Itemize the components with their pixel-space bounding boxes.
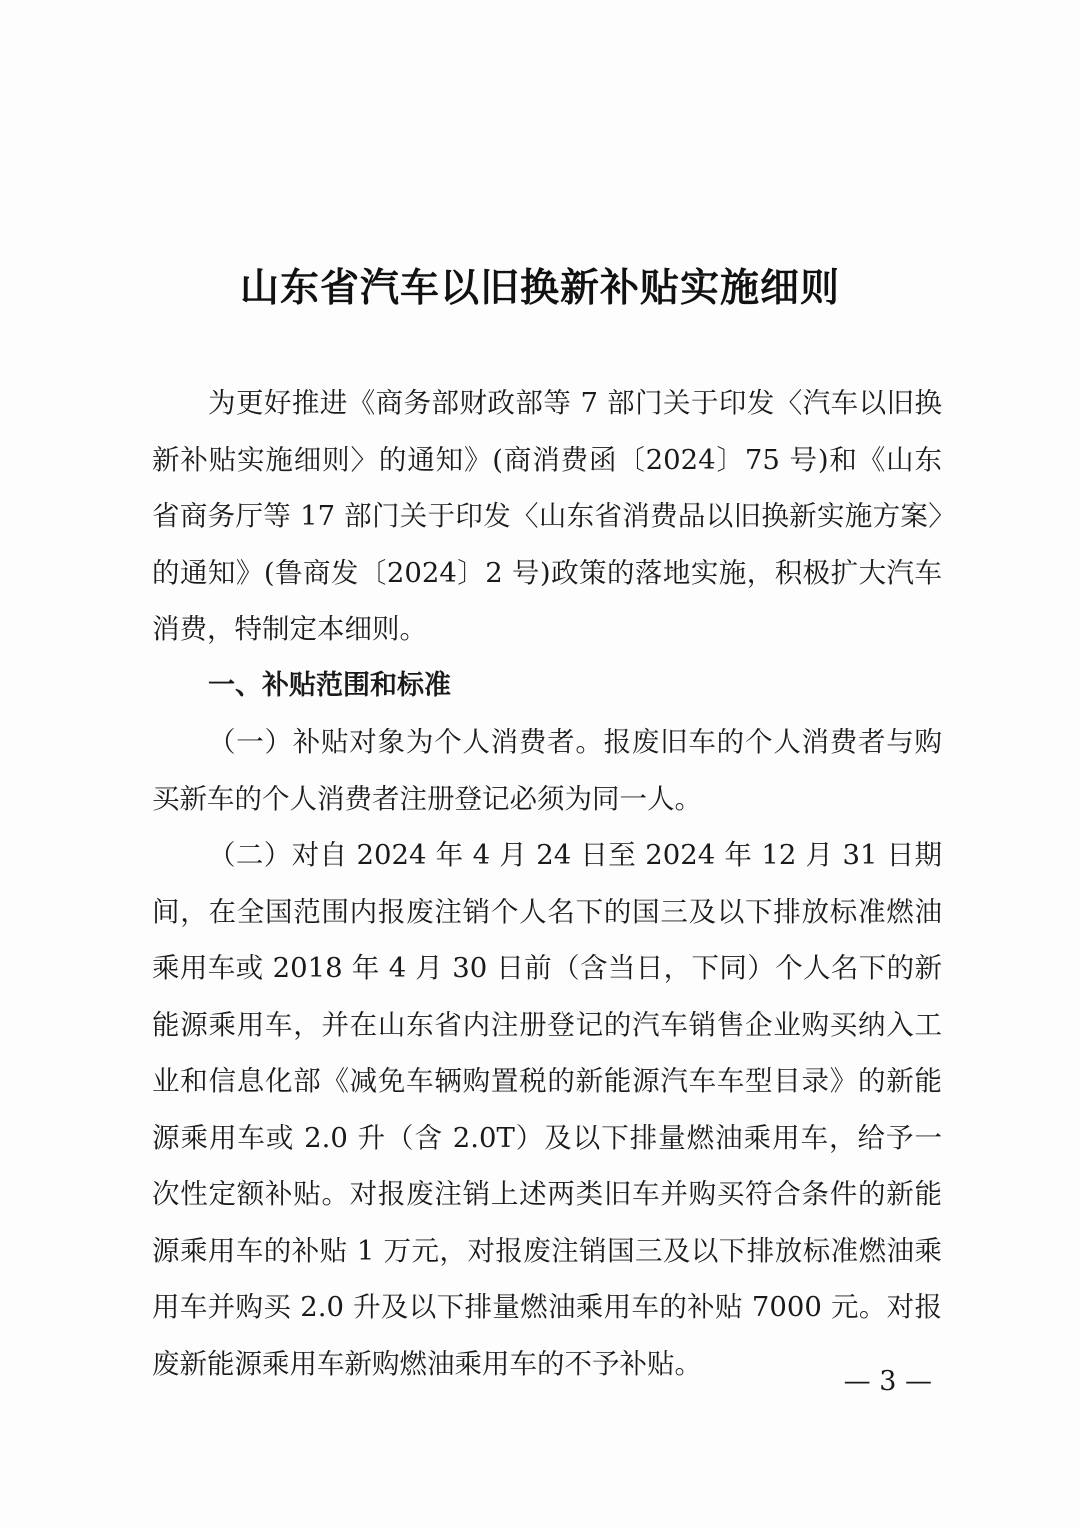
document-body bbox=[152, 375, 942, 1392]
section-heading: 一、补贴范围和标准 bbox=[208, 669, 451, 701]
item-one-paragraph: （一）补贴对象为个人消费者。报废旧车的个人消费者与购买新车的个人消费者注册登记必须为同一人。 bbox=[152, 726, 942, 815]
page-number: — 3 — bbox=[843, 1366, 932, 1397]
intro-paragraph: 为更好推进《商务部财政部等 7 部门关于印发〈汽车以旧换新补贴实施细则〉的通知》(商消费函〔2024〕75 号)和《山东省商务厅等 17 部门关于印发〈山东省消费品以旧换新实施方案〉的通知》(鲁商发〔2024〕2 号)政策的落地实施，积极扩大汽车消费，特制定本细则。 bbox=[152, 387, 942, 645]
document-title: 山东省汽车以旧换新补贴实施细则 bbox=[239, 265, 840, 311]
item-two-paragraph: （二）对自 2024 年 4 月 24 日至 2024 年 12 月 31 日期间，在全国范围内报废注销个人名下的国三及以下排放标准燃油乘用车或 2018 年 4 月 30 日前（含当日，下同）个人名下的新能源乘用车，并在山东省内注册登记的汽车销售企业购买纳入工业和信息化部《减免车辆购置税的新能源汽车车型目录》的新能源乘用车或 2.0 升（含 2.0T）及以下排量燃油乘用车，给予一次性定额补贴。对报废注销上述两类旧车并购买符合条件的新能源乘用车的补贴 1 万元，对报废注销国三及以下排放标准燃油乘用车并购买 2.0 升及以下排量燃油乘用车的补贴 7000 元。对报废新能源乘用车新购燃油乘用车的不予补贴。 bbox=[152, 839, 942, 1380]
